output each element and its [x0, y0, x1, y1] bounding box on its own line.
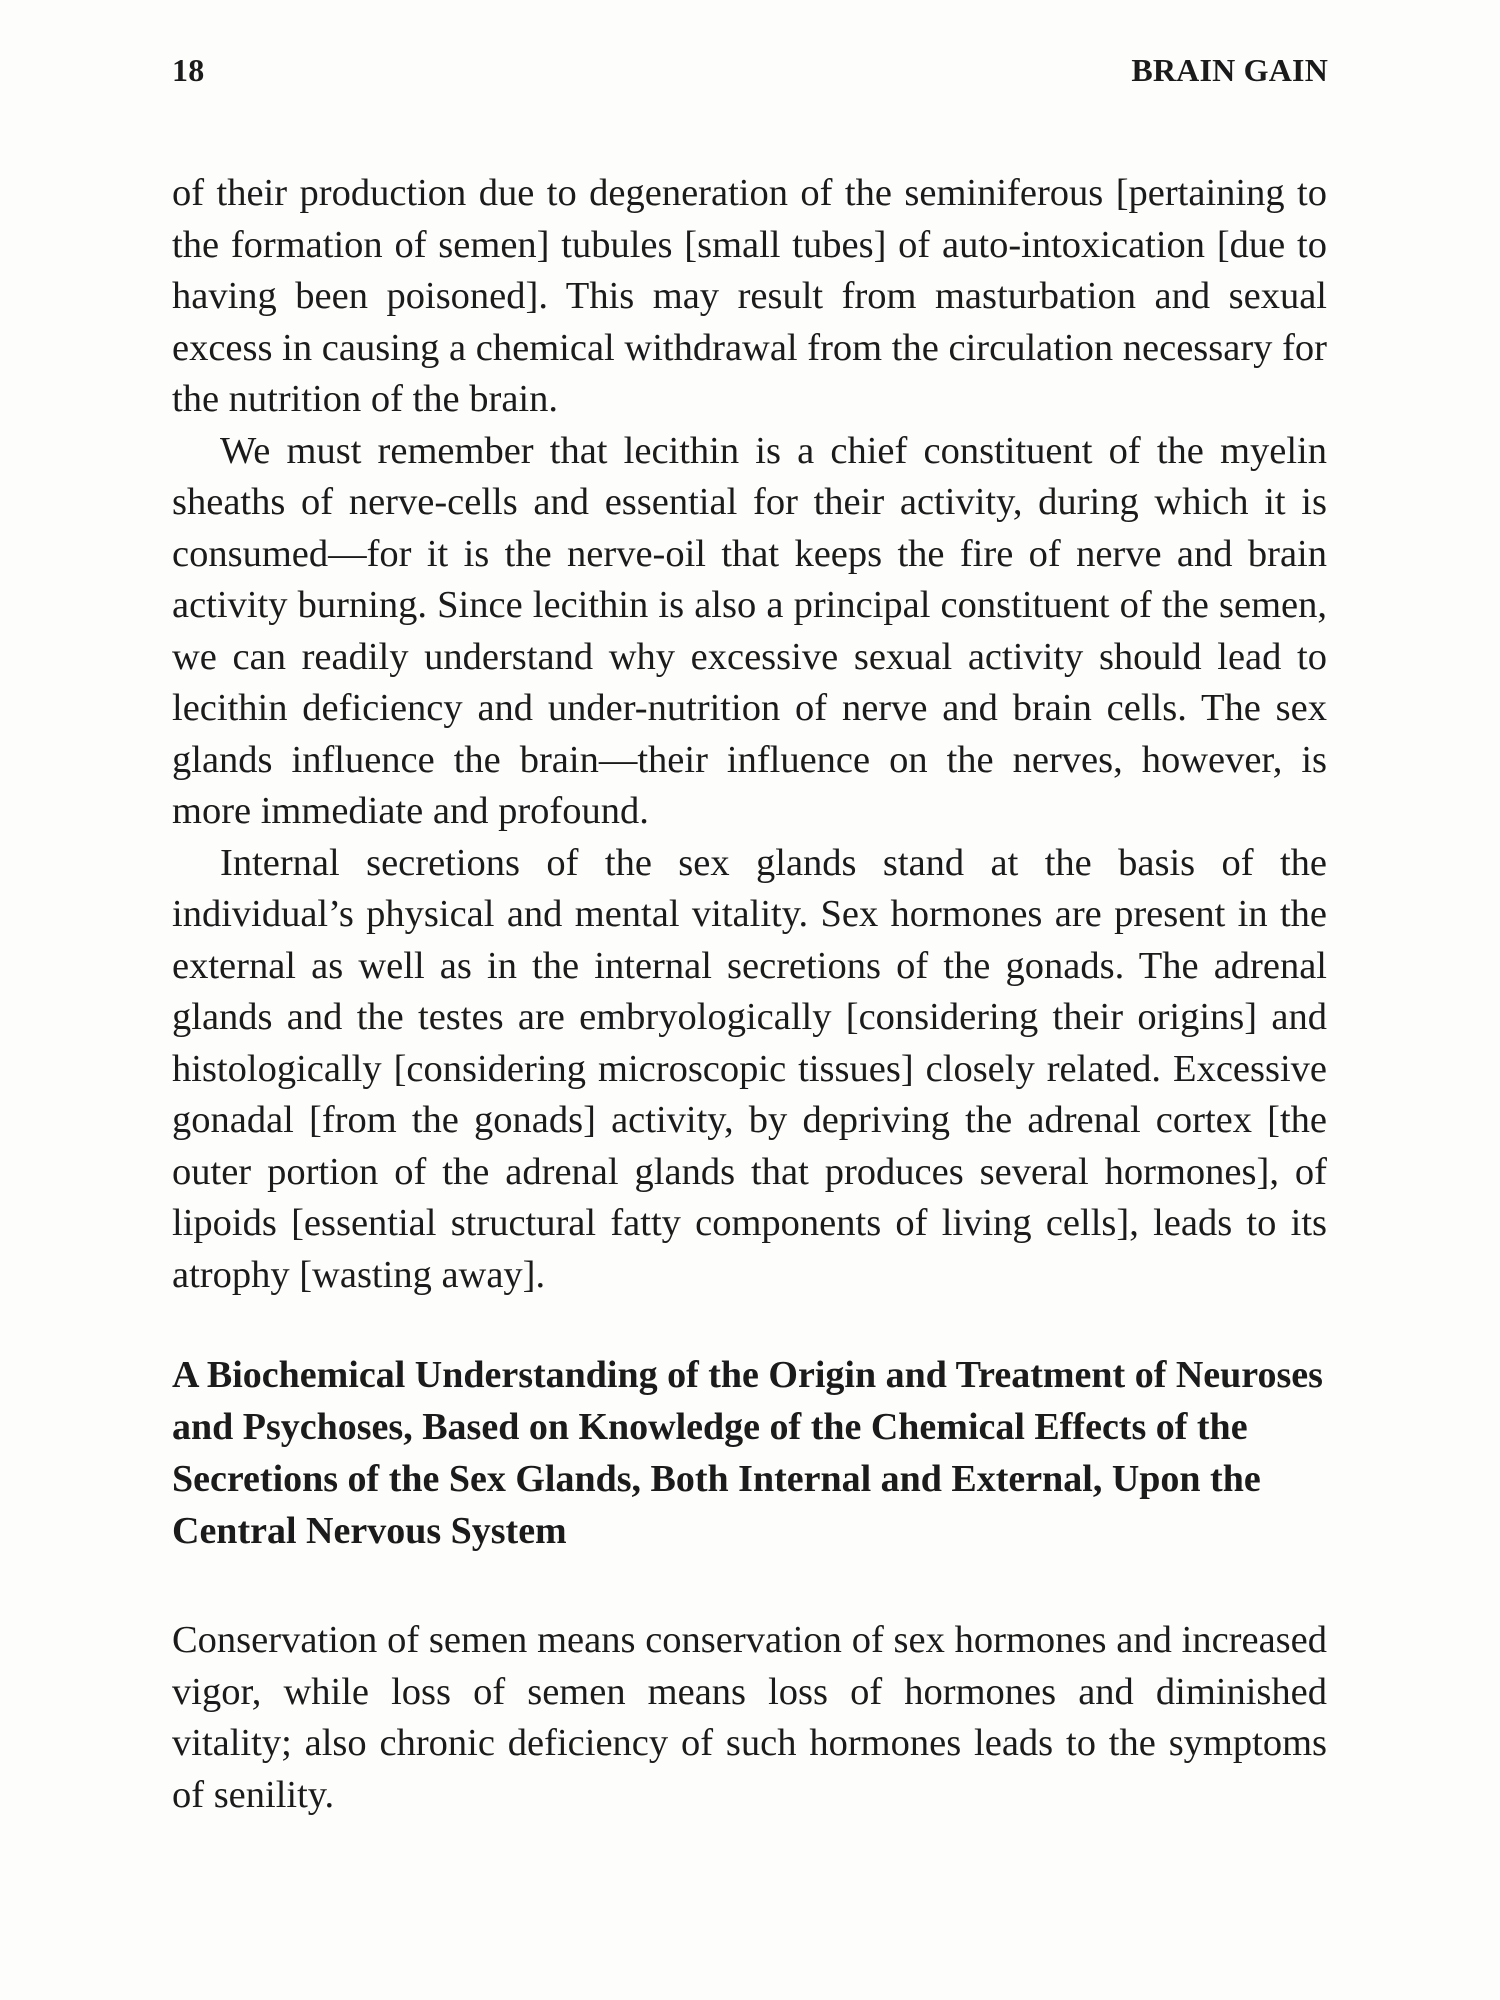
paragraph-internal-secretions: Internal secretions of the sex glands stand at the basis of the individual’s physical and mental vitality. Sex hormones are present in the external as well as in the internal secretions of the gonads. The adrenal glands and the testes are embryologically [considering their origins] and histologically [considering microscopic tissues] closely related. Excessive gonadal [from the gonads] activity, by depriving the adrenal cortex [the outer portion of the adrenal glands that produces several hormones], of lipoids [essential structural fatty components of living cells], leads to its atrophy [wasting away].: [172, 841, 1327, 1296]
paragraph-continued: of their production due to degeneration of the seminiferous [pertaining to the formation of semen] tubules [small tubes] of auto-intoxication [due to having been poisoned]. This may result from masturbation and sexual excess in causing a chemical withdrawal from the circulation necessary for the nutrition of the brain.: [172, 172, 1327, 420]
section-heading: A Biochemical Understanding of the Origin and Treatment of Neuroses and Psychoses, Based on Knowledge of the Chemical Effects of the Secretions of the Sex Glands, Both Internal and External, Upon the Central Nervous System: [172, 1354, 1323, 1552]
running-head: [172, 50, 1328, 90]
running-title: BRAIN GAIN: [1131, 51, 1328, 88]
body-text: [172, 168, 1327, 1821]
paragraph-conservation: Conservation of semen means conservation of sex hormones and increased vigor, while loss of semen means loss of hormones and diminished vitality; also chronic deficiency of such hormones leads to the symptoms of senility.: [172, 1619, 1327, 1816]
paragraph-lecithin: We must remember that lecithin is a chief constituent of the myelin sheaths of nerve-cells and essential for their activity, during which it is consumed—for it is the nerve-oil that keeps the fire of nerve and brain activity burning. Since lecithin is also a principal constituent of the semen, we can readily understand why excessive sexual activity should lead to lecithin deficiency and under-nutrition of nerve and brain cells. The sex glands influence the brain—their influence on the nerves, however, is more immediate and profound.: [172, 429, 1327, 832]
page-number: 18: [172, 51, 205, 88]
